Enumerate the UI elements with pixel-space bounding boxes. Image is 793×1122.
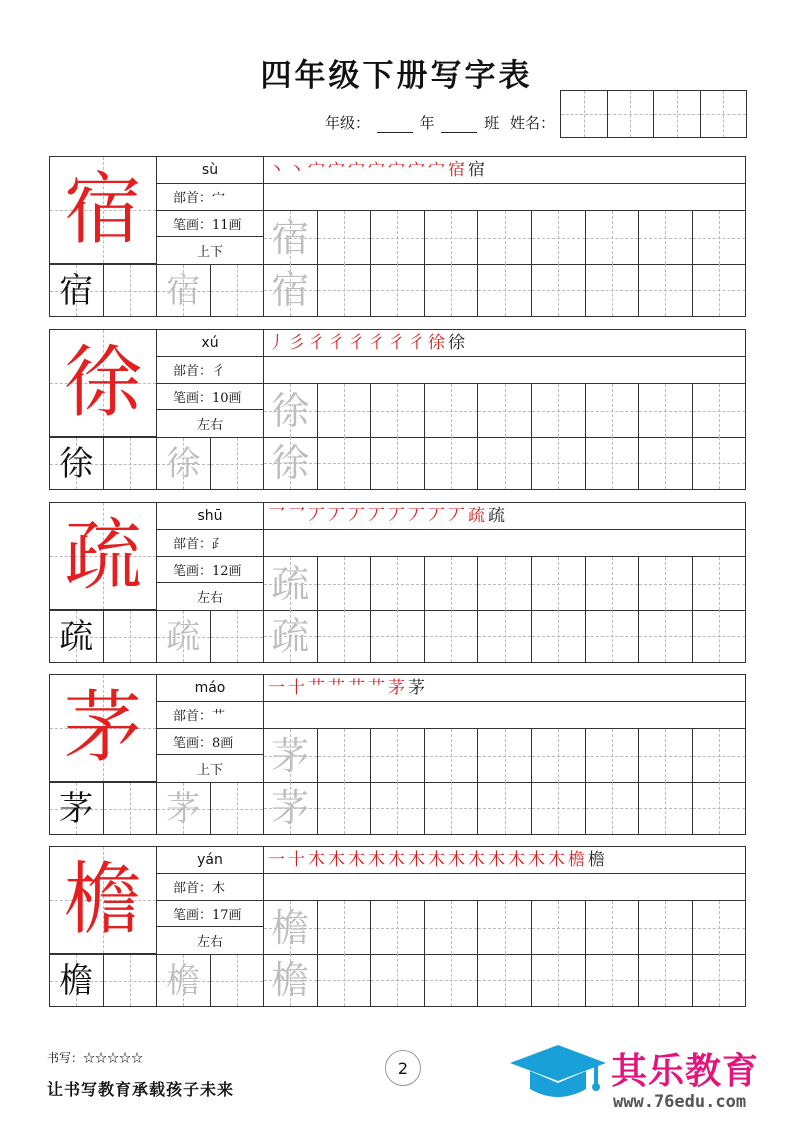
trace-char: 茅 (166, 788, 201, 829)
radical-label: 部首： (173, 709, 213, 725)
practice-cell[interactable] (157, 955, 211, 1006)
stroke-step: 乛 (288, 505, 305, 526)
practice-cell[interactable] (532, 901, 586, 954)
stroke-order (264, 675, 745, 702)
practice-row (264, 782, 745, 834)
name-box[interactable] (561, 91, 608, 137)
practice-cell[interactable] (211, 955, 265, 1006)
radical-label: 部首： (173, 537, 213, 553)
practice-cell[interactable] (211, 265, 265, 316)
stroke-step: 宀 (348, 159, 365, 180)
practice-cell[interactable] (318, 384, 372, 437)
practice-cell[interactable] (532, 782, 586, 834)
graduation-cap-icon (508, 1043, 608, 1105)
model-char-cell (50, 503, 157, 610)
practice-cell[interactable] (425, 729, 479, 782)
practice-cell[interactable] (639, 211, 693, 264)
year-label: 年 (419, 114, 435, 132)
practice-cell[interactable] (586, 264, 640, 316)
radical-row (157, 702, 263, 729)
practice-row-left (50, 782, 264, 834)
stroke-step: 艹 (348, 677, 365, 698)
stroke-count: 笔画：12画 (157, 557, 263, 584)
model-char: 疏 (63, 511, 142, 601)
practice-cell[interactable] (318, 901, 372, 954)
practice-cell[interactable] (639, 782, 693, 834)
stroke-step: 彳 (348, 332, 365, 353)
stroke-step: 丶 (288, 159, 305, 180)
practice-cell[interactable] (371, 901, 425, 954)
stroke-step: 丆 (428, 505, 445, 526)
practice-cell[interactable] (104, 611, 158, 662)
practice-cell[interactable] (104, 955, 158, 1006)
practice-cell[interactable] (50, 955, 104, 1006)
practice-cell[interactable] (264, 384, 318, 437)
model-char-cell (50, 847, 157, 954)
radical: 彳 (212, 364, 226, 380)
practice-cell[interactable] (478, 264, 532, 316)
stroke-step: 木 (508, 849, 525, 870)
practice-cell[interactable] (693, 264, 745, 316)
practice-cell[interactable] (104, 438, 158, 489)
stroke-blank-row (264, 874, 745, 901)
radical-row (157, 530, 263, 557)
stroke-count: 笔画：11画 (157, 211, 263, 238)
practice-cell[interactable] (264, 211, 318, 264)
stroke-step: 木 (468, 849, 485, 870)
practice-cell[interactable] (639, 610, 693, 662)
stroke-step: 彳 (408, 332, 425, 353)
name-box[interactable] (654, 91, 701, 137)
practice-row (264, 729, 745, 783)
stroke-step: 十 (288, 677, 305, 698)
practice-cell[interactable] (264, 557, 318, 610)
practice-cell[interactable] (478, 954, 532, 1006)
stroke-order (264, 503, 745, 530)
practice-cell[interactable] (693, 901, 745, 954)
practice-cell[interactable] (639, 954, 693, 1006)
practice-cell[interactable] (586, 557, 640, 610)
practice-cell[interactable] (532, 610, 586, 662)
stroke-step: 艹 (368, 677, 385, 698)
practice-row (264, 384, 745, 438)
structure: 上下 (196, 245, 223, 261)
practice-cell[interactable] (50, 783, 104, 834)
practice-cell[interactable] (586, 384, 640, 437)
practice-cell[interactable] (532, 264, 586, 316)
brand-name: 其乐教育 (611, 1051, 760, 1092)
stroke-step: 茅 (388, 677, 405, 698)
radical-row (157, 357, 263, 384)
stroke-step: 彡 (288, 332, 305, 353)
practice-cell[interactable] (50, 611, 104, 662)
practice-cell[interactable] (157, 265, 211, 316)
practice-row (264, 557, 745, 611)
practice-cell[interactable] (532, 384, 586, 437)
pinyin: sù (157, 157, 263, 184)
practice-row (264, 211, 745, 265)
practice-row-left (50, 610, 264, 662)
practice-row-left (50, 264, 264, 316)
radical: 艹 (212, 709, 226, 725)
pinyin: xú (157, 330, 263, 357)
practice-cell[interactable] (693, 610, 745, 662)
pinyin: yán (157, 847, 263, 874)
structure: 左右 (196, 935, 223, 951)
practice-cell[interactable] (693, 954, 745, 1006)
practice-cell[interactable] (318, 954, 372, 1006)
stroke-step: 木 (488, 849, 505, 870)
radical-label: 部首： (173, 364, 213, 380)
stroke-step: 彳 (308, 332, 325, 353)
practice-row (264, 901, 745, 955)
trace-char: 宿 (166, 270, 201, 311)
practice-cell[interactable] (371, 384, 425, 437)
practice-cell[interactable] (586, 211, 640, 264)
practice-row (264, 264, 745, 316)
trace-char: 茅 (271, 733, 310, 778)
practice-cell[interactable] (478, 384, 532, 437)
practice-cell[interactable] (371, 264, 425, 316)
practice-cell[interactable] (157, 783, 211, 834)
practice-cell[interactable] (639, 729, 693, 782)
stroke-step: 丆 (408, 505, 425, 526)
character-block (49, 674, 746, 835)
char-info (157, 847, 264, 954)
stroke-step: 木 (448, 849, 465, 870)
practice-cell[interactable] (318, 264, 372, 316)
practice-cell[interactable] (211, 611, 265, 662)
stroke-step: 十 (288, 849, 305, 870)
page-number: 2 (385, 1050, 421, 1086)
practice-cell[interactable] (532, 211, 586, 264)
grade-label: 年级： (325, 114, 371, 132)
page-title: 四年级下册写字表 (260, 58, 533, 94)
stroke-step: 丆 (308, 505, 325, 526)
stroke-step: 木 (408, 849, 425, 870)
practice-cell[interactable] (211, 783, 265, 834)
practice-cell[interactable] (425, 610, 479, 662)
practice-cell[interactable] (693, 384, 745, 437)
stroke-step: 丆 (368, 505, 385, 526)
character-block (49, 156, 746, 317)
char-info (157, 330, 264, 437)
practice-cell[interactable] (318, 437, 372, 489)
practice-cell[interactable] (478, 901, 532, 954)
practice-cell[interactable] (693, 782, 745, 834)
practice-cell[interactable] (318, 729, 372, 782)
practice-cell[interactable] (425, 782, 479, 834)
name-box[interactable] (701, 91, 747, 137)
structure: 上下 (196, 763, 223, 779)
stroke-step: 疏 (468, 505, 485, 526)
char-info (157, 503, 264, 610)
name-box[interactable] (608, 91, 655, 137)
trace-char: 疏 (166, 616, 201, 657)
trace-char: 檐 (271, 905, 310, 950)
stroke-step: 木 (308, 849, 325, 870)
stroke-step: 一 (268, 849, 285, 870)
trace-char: 疏 (271, 561, 310, 606)
stroke-count: 笔画：10画 (157, 384, 263, 411)
stroke-step: 木 (528, 849, 545, 870)
stroke-step: 彳 (368, 332, 385, 353)
stroke-blank-row (264, 702, 745, 729)
practice-cell[interactable] (693, 729, 745, 782)
model-char-cell (50, 157, 157, 264)
stroke-step: 宿 (448, 159, 465, 180)
model-char-cell (50, 675, 157, 782)
radical: 木 (212, 881, 226, 897)
student-info (325, 112, 555, 133)
structure: 左右 (196, 591, 223, 607)
model-char: 徐 (63, 338, 142, 428)
stroke-order (264, 157, 745, 184)
practice-cell[interactable] (50, 265, 104, 316)
practice-cell[interactable] (211, 438, 265, 489)
stroke-step: 艹 (308, 677, 325, 698)
practice-cell[interactable] (693, 437, 745, 489)
stroke-step: 丶 (268, 159, 285, 180)
practice-cell[interactable] (478, 557, 532, 610)
radical: ⺪ (212, 537, 226, 553)
brand-logo (508, 1043, 788, 1115)
character-block (49, 846, 746, 1007)
practice-cell[interactable] (425, 211, 479, 264)
slogan: 让书写教育承载孩子未来 (47, 1080, 235, 1099)
brand-url: www.76edu.com (613, 1092, 747, 1112)
pinyin: shū (157, 503, 263, 530)
stroke-step: 徐 (448, 332, 465, 353)
practice-cell[interactable] (425, 954, 479, 1006)
stroke-step: 艹 (328, 677, 345, 698)
trace-char: 徐 (271, 388, 310, 433)
stroke-step: 一 (268, 677, 285, 698)
practice-row (264, 610, 745, 662)
stroke-step: 宀 (388, 159, 405, 180)
year-blank[interactable] (377, 118, 413, 133)
practice-cell[interactable] (264, 782, 318, 834)
practice-cell[interactable] (318, 610, 372, 662)
stroke-count: 笔画：17画 (157, 901, 263, 928)
practice-cell[interactable] (478, 729, 532, 782)
trace-char: 檐 (166, 960, 201, 1001)
structure: 左右 (196, 418, 223, 434)
class-label: 班 (484, 114, 500, 132)
stroke-step: 木 (328, 849, 345, 870)
stroke-step: 乛 (268, 505, 285, 526)
practice-cell[interactable] (586, 901, 640, 954)
model-char: 宿 (63, 165, 142, 255)
practice-row-left (50, 437, 264, 489)
stroke-blank-row (264, 357, 745, 384)
stroke-step: 茅 (408, 677, 425, 698)
stroke-step: 宀 (408, 159, 425, 180)
practice-cell[interactable] (425, 264, 479, 316)
name-label: 姓名： (509, 114, 555, 132)
stroke-order (264, 330, 745, 357)
practice-cell[interactable] (371, 211, 425, 264)
radical: 宀 (212, 191, 226, 207)
trace-char: 徐 (166, 443, 201, 484)
stroke-step: 疏 (488, 505, 505, 526)
practice-cell[interactable] (639, 557, 693, 610)
char-info (157, 157, 264, 264)
stroke-step: 木 (428, 849, 445, 870)
practice-cell[interactable] (264, 954, 318, 1006)
practice-cell[interactable] (478, 610, 532, 662)
practice-cell[interactable] (425, 557, 479, 610)
practice-cell[interactable] (371, 954, 425, 1006)
practice-cell[interactable] (639, 384, 693, 437)
stroke-step: 宀 (428, 159, 445, 180)
print-char: 徐 (59, 443, 94, 484)
stroke-count: 笔画：8画 (157, 729, 263, 756)
print-char: 檐 (59, 960, 94, 1001)
radical-row (157, 874, 263, 901)
practice-row-left (50, 954, 264, 1006)
practice-cell[interactable] (532, 557, 586, 610)
stroke-step: 宀 (328, 159, 345, 180)
practice-cell[interactable] (478, 782, 532, 834)
practice-cell[interactable] (371, 782, 425, 834)
char-info (157, 675, 264, 782)
pinyin: máo (157, 675, 263, 702)
stroke-step: 木 (388, 849, 405, 870)
trace-char: 宿 (271, 268, 310, 312)
trace-char: 檐 (271, 958, 310, 1002)
practice-cell[interactable] (318, 782, 372, 834)
trace-char: 茅 (271, 786, 310, 830)
practice-cell[interactable] (157, 611, 211, 662)
name-boxes[interactable] (560, 90, 747, 138)
practice-cell[interactable] (586, 610, 640, 662)
practice-cell[interactable] (371, 729, 425, 782)
practice-cell[interactable] (532, 437, 586, 489)
practice-cell[interactable] (104, 783, 158, 834)
model-char: 檐 (63, 855, 142, 945)
stroke-step: 丿 (268, 332, 285, 353)
stroke-blank-row (264, 530, 745, 557)
practice-cell[interactable] (478, 437, 532, 489)
practice-cell[interactable] (264, 437, 318, 489)
practice-cell[interactable] (264, 729, 318, 782)
stroke-step: 檐 (568, 849, 585, 870)
practice-cell[interactable] (586, 782, 640, 834)
class-blank[interactable] (441, 118, 477, 133)
practice-cell[interactable] (532, 954, 586, 1006)
radical-label: 部首： (173, 191, 213, 207)
practice-cell[interactable] (639, 264, 693, 316)
practice-cell[interactable] (586, 437, 640, 489)
stroke-step: 丆 (448, 505, 465, 526)
stroke-step: 木 (368, 849, 385, 870)
stroke-step: 丆 (348, 505, 365, 526)
practice-cell[interactable] (693, 211, 745, 264)
practice-cell[interactable] (693, 557, 745, 610)
print-char: 疏 (59, 616, 94, 657)
stroke-step: 宀 (368, 159, 385, 180)
radical-label: 部首： (173, 881, 213, 897)
stroke-order (264, 847, 745, 874)
practice-cell[interactable] (425, 384, 479, 437)
stroke-step: 檐 (588, 849, 605, 870)
practice-cell[interactable] (264, 901, 318, 954)
practice-cell[interactable] (371, 437, 425, 489)
practice-cell[interactable] (318, 557, 372, 610)
print-char: 茅 (59, 788, 94, 829)
model-char: 茅 (63, 683, 142, 773)
stroke-step: 木 (548, 849, 565, 870)
trace-char: 宿 (271, 215, 310, 260)
practice-cell[interactable] (50, 438, 104, 489)
practice-cell[interactable] (586, 729, 640, 782)
print-char: 宿 (59, 270, 94, 311)
practice-cell[interactable] (264, 264, 318, 316)
practice-cell[interactable] (157, 438, 211, 489)
stroke-blank-row (264, 184, 745, 211)
character-block (49, 329, 746, 490)
practice-cell[interactable] (639, 901, 693, 954)
stroke-step: 木 (348, 849, 365, 870)
practice-cell[interactable] (586, 954, 640, 1006)
practice-cell[interactable] (318, 211, 372, 264)
practice-row (264, 954, 745, 1006)
practice-cell[interactable] (478, 211, 532, 264)
practice-cell[interactable] (371, 557, 425, 610)
model-char-cell (50, 330, 157, 437)
stroke-step: 宀 (308, 159, 325, 180)
radical-row (157, 184, 263, 211)
writing-rating: 书写：☆☆☆☆☆ (47, 1051, 144, 1065)
trace-char: 疏 (271, 614, 310, 658)
practice-cell[interactable] (425, 437, 479, 489)
character-block (49, 502, 746, 663)
practice-row (264, 437, 745, 489)
stroke-step: 宿 (468, 159, 485, 180)
practice-cell[interactable] (264, 610, 318, 662)
practice-cell[interactable] (371, 610, 425, 662)
stroke-step: 彳 (388, 332, 405, 353)
stroke-step: 丆 (328, 505, 345, 526)
practice-cell[interactable] (425, 901, 479, 954)
practice-cell[interactable] (639, 437, 693, 489)
practice-cell[interactable] (532, 729, 586, 782)
stroke-step: 丆 (388, 505, 405, 526)
trace-char: 徐 (271, 441, 310, 485)
stroke-step: 彳 (328, 332, 345, 353)
practice-cell[interactable] (104, 265, 158, 316)
stroke-step: 徐 (428, 332, 445, 353)
